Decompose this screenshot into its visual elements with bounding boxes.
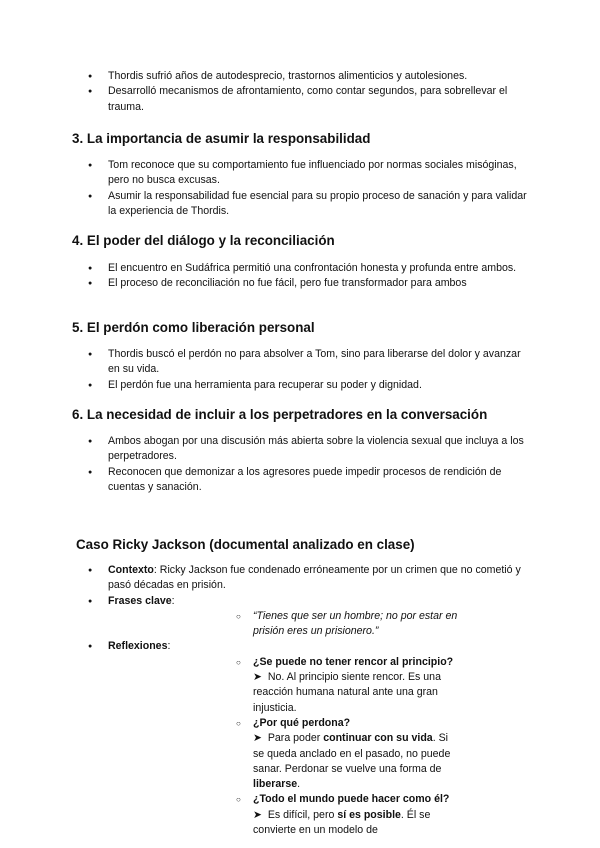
arrow-icon: ➤ — [253, 671, 262, 684]
case-heading: Caso Ricky Jackson (documental analizado en clase) — [76, 537, 415, 552]
context-label: Contexto — [108, 564, 154, 576]
phrases-colon: : — [171, 594, 175, 607]
answer-1: ➤ No. Al principio siente rencor. Es una reacción humana natural ante una gran injusticia. — [253, 671, 441, 714]
section-heading-5: 5. El perdón como liberación personal — [72, 320, 315, 335]
quote-text: “Tienes que ser un hombre; no por estar en prisión eres un prisionero.” — [253, 609, 458, 638]
reflection-item-2 — [108, 716, 530, 792]
question-1: ○ ¿Se puede no tener rencor al principio? — [253, 655, 454, 668]
reflection-item-3 — [108, 792, 530, 838]
top-bullet-list — [0, 69, 600, 115]
reflections-label: Reflexiones — [108, 640, 168, 653]
question-3: ○ ¿Todo el mundo puede hacer como él? — [253, 793, 450, 806]
list-item: ● Tom reconoce que su comportamiento fue influenciado por normas sociales misóginas, pero no busca excusas. — [0, 158, 600, 189]
section-3-bullets — [0, 158, 600, 219]
list-item: ● Thordis sufrió años de autodesprecio, trastornos alimenticios y autolesiones. — [0, 69, 600, 84]
reflections-colon: : — [167, 640, 171, 653]
section-6-bullets — [0, 434, 600, 495]
list-item: ● El proceso de reconciliación no fue fácil, pero fue transformador para ambos — [0, 276, 600, 291]
section-4-bullets — [0, 261, 600, 292]
case-bullet-list — [0, 563, 600, 838]
list-item-context — [0, 563, 600, 594]
question-2: ○ ¿Por qué perdona? — [253, 716, 351, 729]
list-item-phrases — [0, 594, 600, 640]
section-heading-4: 4. El poder del diálogo y la reconciliación — [72, 233, 335, 248]
section-heading-6: 6. La necesidad de incluir a los perpetradores en la conversación — [72, 407, 488, 422]
arrow-icon: ➤ — [253, 808, 262, 821]
section-5-bullets — [0, 347, 600, 393]
list-item: ● Asumir la responsabilidad fue esencial para su propio proceso de sanación y para validar la experiencia de Thordis. — [0, 189, 600, 220]
list-item: ● El encuentro en Sudáfrica permitió una confrontación honesta y profunda entre ambos. — [0, 261, 600, 276]
list-item: ● Thordis buscó el perdón no para absolver a Tom, sino para liberarse del dolor y avanzar en su vida. — [0, 347, 600, 378]
list-item: ● El perdón fue una herramienta para recuperar su poder y dignidad. — [0, 378, 600, 393]
context-text: : Ricky Jackson fue condenado erróneamente por un crimen que no cometió y pasó décadas en prisión. — [108, 564, 521, 592]
phrases-label: Frases clave — [108, 594, 172, 607]
list-item: ● Ambos abogan por una discusión más abierta sobre la violencia sexual que incluya a los perpetradores. — [0, 434, 600, 465]
list-item: ● Reconocen que demonizar a los agresores puede impedir procesos de rendición de cuentas y sanación. — [0, 465, 600, 496]
list-item-reflections — [0, 639, 600, 838]
list-item: ● Desarrolló mecanismos de afrontamiento, como contar segundos, para sobrellevar el trauma. — [0, 84, 600, 115]
section-heading-3: 3. La importancia de asumir la responsabilidad — [72, 131, 371, 146]
answer-2: ➤ Para poder continuar con su vida. Si se queda anclado en el pasado, no puede sanar. Perdonar se vuelve una forma de liberarse. — [253, 732, 451, 791]
reflection-item-1 — [108, 655, 530, 716]
quote-item — [108, 609, 530, 640]
answer-3: ➤ Es difícil, pero sí es posible. Él se convierte en un modelo de — [253, 808, 431, 837]
arrow-icon: ➤ — [253, 732, 262, 745]
